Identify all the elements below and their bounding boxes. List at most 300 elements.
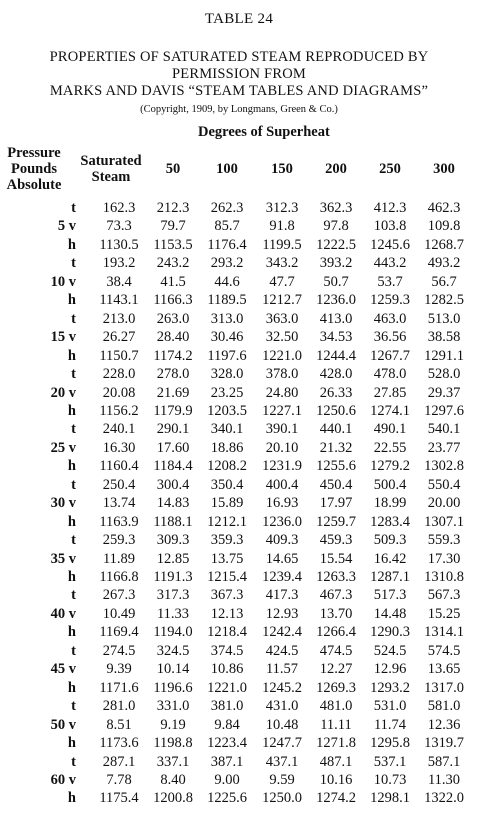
table-cell: 1310.8 <box>424 569 464 585</box>
table-cell: 1293.2 <box>370 679 410 696</box>
table-cell: 17.60 <box>156 439 190 456</box>
table-cell: 21.32 <box>319 439 353 456</box>
header-line: Pressure <box>7 145 61 161</box>
pressure-value: 40 <box>50 605 66 622</box>
title-line: PERMISSION FROM <box>172 66 306 82</box>
table-cell: 1291.1 <box>424 347 464 364</box>
table-cell: 1290.3 <box>370 624 410 641</box>
pressure-column-header <box>1 145 67 193</box>
table-cell: 9.00 <box>214 771 240 788</box>
table-cell: 324.5 <box>156 642 190 659</box>
table-cell: 1197.6 <box>207 347 247 364</box>
table-cell: 1250.6 <box>316 402 356 419</box>
table-row-t <box>0 366 478 384</box>
table-row-v <box>0 495 478 513</box>
table-cell: 381.0 <box>210 698 244 715</box>
table-cell: 1160.4 <box>99 458 139 475</box>
table-cell: 287.1 <box>102 753 136 770</box>
table-cell: 293.2 <box>210 255 244 272</box>
table-row-v <box>0 772 478 790</box>
table-cell: 1191.3 <box>153 569 193 585</box>
superheat-column-header: 250 <box>379 161 401 177</box>
table-cell: 343.2 <box>265 255 299 272</box>
table-cell: 1259.3 <box>370 292 410 309</box>
table-cell: 1179.9 <box>153 402 193 419</box>
table-cell: 14.83 <box>156 495 190 512</box>
table-cell: 11.57 <box>265 661 299 678</box>
table-cell: 490.1 <box>373 421 407 438</box>
row-label: t <box>71 200 76 216</box>
row-label: h <box>67 402 76 419</box>
table-cell: 11.89 <box>102 550 136 567</box>
table-cell: 36.56 <box>373 329 407 346</box>
row-label: 20 v <box>50 384 76 401</box>
table-cell: 1212.7 <box>262 292 302 309</box>
table-cell: 537.1 <box>373 753 407 770</box>
table-cell: 1242.4 <box>262 624 302 641</box>
table-row-h <box>0 790 478 808</box>
table-cell: 1314.1 <box>424 624 464 641</box>
table-row-h <box>0 292 478 310</box>
table-cell: 313.0 <box>210 310 244 327</box>
table-cell: 20.10 <box>265 439 299 456</box>
table-cell: 1171.6 <box>99 679 139 696</box>
table-cell: 463.0 <box>373 310 407 327</box>
row-label: h <box>67 236 76 253</box>
row-label: h <box>67 347 76 364</box>
table-cell: 1198.8 <box>153 735 193 752</box>
table-cell: 387.1 <box>210 753 244 770</box>
table-cell: 1150.7 <box>99 347 139 364</box>
table-cell: 1271.8 <box>316 735 356 752</box>
table-cell: 10.48 <box>265 716 299 733</box>
table-cell: 193.2 <box>102 255 136 272</box>
table-row-h <box>0 403 478 421</box>
table-cell: 14.65 <box>265 550 299 567</box>
superheat-column-header: 150 <box>271 161 293 177</box>
table-row-v <box>0 385 478 403</box>
table-cell: 1268.7 <box>424 236 464 253</box>
table-cell: 1307.1 <box>424 513 464 530</box>
table-cell: 97.8 <box>323 218 349 235</box>
table-cell: 1282.5 <box>424 292 464 309</box>
table-cell: 1199.5 <box>262 236 302 253</box>
table-cell: 20.00 <box>427 495 461 512</box>
superheat-column-header: 200 <box>325 161 347 177</box>
table-row-h <box>0 624 478 642</box>
table-cell: 10.14 <box>156 661 190 678</box>
table-cell: 11.74 <box>373 716 407 733</box>
pressure-value: 60 <box>50 771 66 788</box>
table-row-v <box>0 551 478 569</box>
table-cell: 12.27 <box>319 661 353 678</box>
table-cell: 23.25 <box>210 384 244 401</box>
table-cell: 16.42 <box>373 550 407 567</box>
table-cell: 1208.2 <box>207 458 247 475</box>
table-cell: 259.3 <box>102 532 136 549</box>
table-cell: 443.2 <box>373 255 407 272</box>
table-row-t <box>0 643 478 661</box>
table-cell: 1245.2 <box>262 679 302 696</box>
table-cell: 1156.2 <box>99 402 139 419</box>
table-cell: 47.7 <box>269 273 295 290</box>
row-label: t <box>71 421 76 438</box>
row-label: h <box>67 569 76 585</box>
table-cell: 1174.2 <box>153 347 193 364</box>
table-cell: 309.3 <box>156 532 190 549</box>
table-cell: 50.7 <box>323 273 349 290</box>
table-cell: 493.2 <box>427 255 461 272</box>
table-cell: 437.1 <box>265 753 299 770</box>
table-cell: 22.55 <box>373 439 407 456</box>
table-cell: 1175.4 <box>99 790 139 807</box>
table-cell: 79.7 <box>160 218 186 235</box>
table-cell: 317.3 <box>156 587 190 604</box>
table-cell: 462.3 <box>427 200 461 216</box>
table-row-h <box>0 514 478 532</box>
table-cell: 162.3 <box>102 200 136 216</box>
table-cell: 1247.7 <box>262 735 302 752</box>
row-label: t <box>71 476 76 493</box>
superheat-column-header: 300 <box>433 161 455 177</box>
superheat-column-header: 100 <box>216 161 238 177</box>
table-cell: 7.78 <box>106 771 132 788</box>
table-cell: 424.5 <box>265 642 299 659</box>
table-row-h <box>0 680 478 698</box>
table-cell: 1223.4 <box>207 735 247 752</box>
pressure-value: 5 <box>57 218 66 235</box>
table-cell: 1203.5 <box>207 402 247 419</box>
table-cell: 1283.4 <box>370 513 410 530</box>
table-cell: 29.37 <box>427 384 461 401</box>
row-label: h <box>67 292 76 309</box>
table-cell: 12.85 <box>156 550 190 567</box>
pressure-value: 50 <box>50 716 66 733</box>
table-cell: 267.3 <box>102 587 136 604</box>
row-label: h <box>67 513 76 530</box>
row-label: 10 v <box>50 273 76 290</box>
table-row-h <box>0 735 478 753</box>
table-cell: 228.0 <box>102 366 136 383</box>
table-cell: 440.1 <box>319 421 353 438</box>
row-label: 15 v <box>50 329 76 346</box>
table-row-h <box>0 569 478 587</box>
table-cell: 27.85 <box>373 384 407 401</box>
table-cell: 378.0 <box>265 366 299 383</box>
row-label: h <box>67 735 76 752</box>
pressure-value: 35 <box>50 550 66 567</box>
table-row-t <box>0 754 478 772</box>
table-cell: 13.74 <box>102 495 136 512</box>
table-cell: 213.0 <box>102 310 136 327</box>
table-cell: 9.19 <box>160 716 186 733</box>
table-cell: 10.86 <box>210 661 244 678</box>
row-label: 40 v <box>50 605 76 622</box>
row-label: h <box>67 790 76 807</box>
table-row-v <box>0 440 478 458</box>
table-cell: 328.0 <box>210 366 244 383</box>
row-label: h <box>67 624 76 641</box>
table-cell: 103.8 <box>373 218 407 235</box>
table-cell: 1317.0 <box>424 679 464 696</box>
table-cell: 32.50 <box>265 329 299 346</box>
table-row-t <box>0 698 478 716</box>
table-cell: 38.4 <box>106 273 132 290</box>
table-cell: 16.30 <box>102 439 136 456</box>
saturated-column-header <box>74 153 148 185</box>
table-cell: 12.36 <box>427 716 461 733</box>
table-cell: 559.3 <box>427 532 461 549</box>
table-cell: 509.3 <box>373 532 407 549</box>
table-cell: 337.1 <box>156 753 190 770</box>
table-cell: 413.0 <box>319 310 353 327</box>
table-cell: 1274.2 <box>316 790 356 807</box>
table-cell: 56.7 <box>431 273 457 290</box>
table-cell: 30.46 <box>210 329 244 346</box>
pressure-value: 15 <box>50 329 66 346</box>
table-cell: 34.53 <box>319 329 353 346</box>
table-cell: 18.86 <box>210 439 244 456</box>
copyright-note: (Copyright, 1909, by Longmans, Green & Co.) <box>140 104 338 115</box>
table-cell: 474.5 <box>319 642 353 659</box>
table-cell: 1267.7 <box>370 347 410 364</box>
row-label: 5 v <box>57 218 76 235</box>
table-cell: 363.0 <box>265 310 299 327</box>
table-cell: 550.4 <box>427 476 461 493</box>
table-cell: 281.0 <box>102 698 136 715</box>
table-cell: 41.5 <box>160 273 186 290</box>
table-cell: 1239.4 <box>262 569 302 585</box>
table-cell: 11.11 <box>320 716 352 733</box>
table-cell: 10.49 <box>102 605 136 622</box>
superheat-heading: Degrees of Superheat <box>198 124 330 140</box>
table-cell: 274.5 <box>102 642 136 659</box>
table-row-v <box>0 661 478 679</box>
table-cell: 15.54 <box>319 550 353 567</box>
row-label: t <box>71 310 76 327</box>
row-label: t <box>71 698 76 715</box>
superheat-column-header: 50 <box>165 161 181 177</box>
table-cell: 340.1 <box>210 421 244 438</box>
table-cell: 540.1 <box>427 421 461 438</box>
table-cell: 1184.4 <box>153 458 193 475</box>
table-cell: 15.89 <box>210 495 244 512</box>
table-cell: 12.13 <box>210 605 244 622</box>
header-line: Saturated <box>80 153 142 169</box>
table-cell: 500.4 <box>373 476 407 493</box>
table-row-v <box>0 717 478 735</box>
table-cell: 11.30 <box>427 771 461 788</box>
table-cell: 1163.9 <box>99 513 139 530</box>
table-cell: 1322.0 <box>424 790 464 807</box>
row-label: t <box>71 587 76 604</box>
table-cell: 300.4 <box>156 476 190 493</box>
row-label: t <box>71 532 76 549</box>
table-cell: 38.58 <box>427 329 461 346</box>
table-cell: 400.4 <box>265 476 299 493</box>
table-cell: 212.3 <box>156 200 190 216</box>
table-cell: 24.80 <box>265 384 299 401</box>
table-cell: 1212.1 <box>207 513 247 530</box>
table-cell: 417.3 <box>265 587 299 604</box>
table-row-t <box>0 255 478 273</box>
table-cell: 18.99 <box>373 495 407 512</box>
table-cell: 26.27 <box>102 329 136 346</box>
table-cell: 1255.6 <box>316 458 356 475</box>
table-cell: 9.59 <box>269 771 295 788</box>
table-cell: 9.39 <box>106 661 132 678</box>
table-cell: 11.33 <box>156 605 190 622</box>
table-cell: 21.69 <box>156 384 190 401</box>
row-label: 25 v <box>50 439 76 456</box>
table-cell: 581.0 <box>427 698 461 715</box>
table-cell: 15.25 <box>427 605 461 622</box>
row-label: t <box>71 753 76 770</box>
table-cell: 478.0 <box>373 366 407 383</box>
pressure-value: 30 <box>50 495 66 512</box>
header-line: Pounds <box>11 161 57 177</box>
table-row-t <box>0 532 478 550</box>
table-cell: 412.3 <box>373 200 407 216</box>
table-cell: 73.3 <box>106 218 132 235</box>
table-row-v <box>0 218 478 236</box>
table-row-t <box>0 311 478 329</box>
table-cell: 290.1 <box>156 421 190 438</box>
pressure-value: 25 <box>50 439 66 456</box>
table-cell: 1236.0 <box>316 292 356 309</box>
table-cell: 1166.8 <box>99 569 139 585</box>
table-cell: 513.0 <box>427 310 461 327</box>
table-cell: 1266.4 <box>316 624 356 641</box>
table-row-t <box>0 477 478 495</box>
table-cell: 1287.1 <box>370 569 410 585</box>
table-cell: 467.3 <box>319 587 353 604</box>
table-cell: 587.1 <box>427 753 461 770</box>
table-cell: 243.2 <box>156 255 190 272</box>
table-cell: 10.73 <box>373 771 407 788</box>
table-cell: 1245.6 <box>370 236 410 253</box>
header-line: Absolute <box>6 177 62 193</box>
table-cell: 459.3 <box>319 532 353 549</box>
row-label: 60 v <box>50 771 76 788</box>
table-cell: 91.8 <box>269 218 295 235</box>
table-cell: 1231.9 <box>262 458 302 475</box>
table-cell: 1295.8 <box>370 735 410 752</box>
table-row-t <box>0 200 478 218</box>
table-cell: 567.3 <box>427 587 461 604</box>
table-cell: 362.3 <box>319 200 353 216</box>
table-cell: 574.5 <box>427 642 461 659</box>
table-cell: 1153.5 <box>153 236 193 253</box>
pressure-value: 20 <box>50 384 66 401</box>
table-cell: 1302.8 <box>424 458 464 475</box>
table-row-h <box>0 458 478 476</box>
table-cell: 1221.0 <box>262 347 302 364</box>
table-cell: 1196.6 <box>153 679 193 696</box>
table-cell: 1298.1 <box>370 790 410 807</box>
table-cell: 16.93 <box>265 495 299 512</box>
row-label: 30 v <box>50 495 76 512</box>
table-row-h <box>0 348 478 366</box>
table-cell: 350.4 <box>210 476 244 493</box>
table-row-v <box>0 329 478 347</box>
table-cell: 278.0 <box>156 366 190 383</box>
table-cell: 17.30 <box>427 550 461 567</box>
table-cell: 109.8 <box>427 218 461 235</box>
row-label: h <box>67 679 76 696</box>
row-label: 50 v <box>50 716 76 733</box>
table-cell: 431.0 <box>265 698 299 715</box>
table-cell: 367.3 <box>210 587 244 604</box>
header-line: Steam <box>91 169 131 185</box>
table-cell: 262.3 <box>210 200 244 216</box>
table-cell: 14.48 <box>373 605 407 622</box>
table-cell: 1130.5 <box>99 236 139 253</box>
table-cell: 12.96 <box>373 661 407 678</box>
title-line: MARKS AND DAVIS “STEAM TABLES AND DIAGRAMS” <box>49 83 429 99</box>
table-cell: 17.97 <box>319 495 353 512</box>
table-cell: 13.65 <box>427 661 461 678</box>
row-label: 45 v <box>50 661 76 678</box>
table-cell: 1221.0 <box>207 679 247 696</box>
table-cell: 374.5 <box>210 642 244 659</box>
table-cell: 528.0 <box>427 366 461 383</box>
table-cell: 1244.4 <box>316 347 356 364</box>
table-cell: 1297.6 <box>424 402 464 419</box>
title-line: PROPERTIES OF SATURATED STEAM REPRODUCED BY <box>49 49 429 65</box>
table-cell: 12.93 <box>265 605 299 622</box>
table-cell: 1259.7 <box>316 513 356 530</box>
table-cell: 1274.1 <box>370 402 410 419</box>
table-cell: 409.3 <box>265 532 299 549</box>
table-cell: 1194.0 <box>153 624 193 641</box>
table-row-v <box>0 606 478 624</box>
table-cell: 1200.8 <box>153 790 193 807</box>
table-number: TABLE 24 <box>204 11 274 27</box>
table-cell: 28.40 <box>156 329 190 346</box>
table-row-v <box>0 274 478 292</box>
table-cell: 85.7 <box>214 218 240 235</box>
table-cell: 263.0 <box>156 310 190 327</box>
row-label: t <box>71 255 76 272</box>
table-cell: 1250.0 <box>262 790 302 807</box>
table-cell: 312.3 <box>265 200 299 216</box>
table-cell: 1236.0 <box>262 513 302 530</box>
table-cell: 517.3 <box>373 587 407 604</box>
table-row-t <box>0 421 478 439</box>
table-cell: 487.1 <box>319 753 353 770</box>
table-cell: 1279.2 <box>370 458 410 475</box>
table-cell: 1319.7 <box>424 735 464 752</box>
table-cell: 1263.3 <box>316 569 356 585</box>
table-cell: 1169.4 <box>99 624 139 641</box>
row-label: 35 v <box>50 550 76 567</box>
table-cell: 1225.6 <box>207 790 247 807</box>
table-row-t <box>0 587 478 605</box>
table-cell: 1269.3 <box>316 679 356 696</box>
table-cell: 10.16 <box>319 771 353 788</box>
table-cell: 8.51 <box>106 716 132 733</box>
table-cell: 1188.1 <box>153 513 193 530</box>
pressure-value: 45 <box>50 661 66 678</box>
table-cell: 23.77 <box>427 439 461 456</box>
table-cell: 1222.5 <box>316 236 356 253</box>
table-cell: 44.6 <box>214 273 240 290</box>
table-cell: 1166.3 <box>153 292 193 309</box>
table-cell: 1215.4 <box>207 569 247 585</box>
table-cell: 531.0 <box>373 698 407 715</box>
table-cell: 9.84 <box>214 716 240 733</box>
